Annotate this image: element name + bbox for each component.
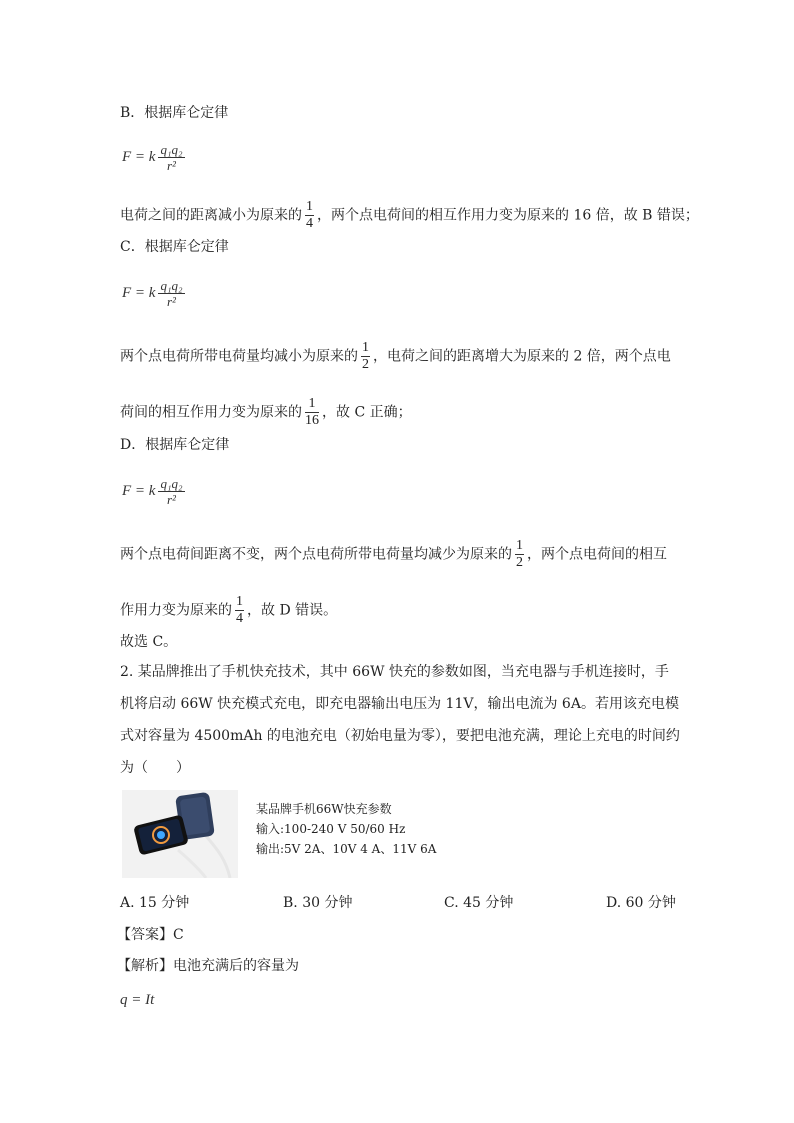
fraction-denominator: 4 <box>236 611 243 626</box>
answer: 【答案】C <box>117 927 184 943</box>
coulomb-formula-b <box>122 142 185 173</box>
option-d: D. 60 分钟 <box>606 895 676 911</box>
text-segment: 作用力变为原来的 <box>120 602 232 619</box>
section-d-line-2 <box>120 594 337 627</box>
conclusion: 故选 C。 <box>120 634 178 650</box>
text-segment: ，故 D 错误。 <box>247 602 338 619</box>
formula-lhs: F = k <box>122 284 156 301</box>
section-c-line-1 <box>120 340 671 373</box>
spec-title: 某品牌手机66W快充参数 <box>256 802 392 816</box>
formula-numerator: q₁q₂ <box>160 476 183 491</box>
formula-fraction <box>158 142 184 173</box>
section-c-heading: C．根据库仑定律 <box>120 239 229 255</box>
formula-denominator: r² <box>166 294 176 309</box>
fraction-numerator: 1 <box>305 396 319 413</box>
text-segment: 两个点电荷所带电荷量均减小为原来的 <box>120 348 358 365</box>
fraction <box>305 396 319 429</box>
fraction-numerator: 1 <box>306 199 313 214</box>
question-2-line-1: 2. 某品牌推出了手机快充技术，其中 66W 快充的参数如图，当充电器与手机连接时，手 <box>120 664 669 680</box>
text-segment: 电荷之间的距离减小为原来的 <box>120 207 302 224</box>
coulomb-formula-c <box>122 278 185 309</box>
section-d-line-1 <box>120 538 667 571</box>
fraction-denominator: 4 <box>306 216 313 231</box>
section-d-heading: D．根据库仑定律 <box>120 437 230 453</box>
fraction <box>515 538 524 571</box>
charger-phone-photo <box>122 790 238 878</box>
formula-denominator: r² <box>166 158 176 173</box>
charge-formula: q = It <box>120 992 155 1008</box>
section-b-text <box>120 199 699 232</box>
spec-input: 输入:100-240 V 50/60 Hz <box>256 822 406 836</box>
section-c-line-2 <box>120 396 412 429</box>
option-c: C. 45 分钟 <box>444 895 514 911</box>
spec-output: 输出:5V 2A、10V 4 A、11V 6A <box>256 842 437 856</box>
formula-numerator: q₁q₂ <box>160 278 183 293</box>
formula-numerator: q₁q₂ <box>160 142 183 157</box>
analysis: 【解析】电池充满后的容量为 <box>117 958 299 974</box>
option-a: A. 15 分钟 <box>120 895 190 911</box>
question-2-line-4: 为（ ） <box>120 760 190 776</box>
fraction-denominator: 2 <box>516 555 523 570</box>
text-segment: ，两个点电荷间的相互作用力变为原来的 16 倍，故 B 错误； <box>317 207 699 224</box>
section-b-heading: B．根据库仑定律 <box>120 105 229 121</box>
text-segment: ，两个点电荷间的相互 <box>527 546 667 563</box>
fraction-numerator: 1 <box>236 594 243 609</box>
fraction-numerator: 1 <box>516 538 523 553</box>
formula-fraction <box>158 476 184 507</box>
option-b: B. 30 分钟 <box>283 895 353 911</box>
fraction-numerator: 1 <box>362 340 369 355</box>
question-2-line-3: 式对容量为 4500mAh 的电池充电（初始电量为零），要把电池充满，理论上充电的时间约 <box>120 728 680 744</box>
fraction <box>361 340 370 373</box>
fraction-denominator: 16 <box>305 413 319 428</box>
text-segment: ，故 C 正确； <box>322 404 412 421</box>
phone-charger-illustration <box>122 790 238 878</box>
formula-denominator: r² <box>166 492 176 507</box>
formula-lhs: F = k <box>122 148 156 165</box>
question-2-line-2: 机将启动 66W 快充模式充电，即充电器输出电压为 11V，输出电流为 6A。若用该充电模 <box>120 696 679 712</box>
fraction-denominator: 2 <box>362 357 369 372</box>
formula-fraction <box>158 278 184 309</box>
text-segment: 两个点电荷间距离不变，两个点电荷所带电荷量均减少为原来的 <box>120 546 512 563</box>
fraction <box>235 594 244 627</box>
text-segment: ，电荷之间的距离增大为原来的 2 倍，两个点电 <box>373 348 671 365</box>
coulomb-formula-d <box>122 476 185 507</box>
formula-lhs: F = k <box>122 482 156 499</box>
fraction <box>305 199 314 232</box>
text-segment: 荷间的相互作用力变为原来的 <box>120 404 302 421</box>
